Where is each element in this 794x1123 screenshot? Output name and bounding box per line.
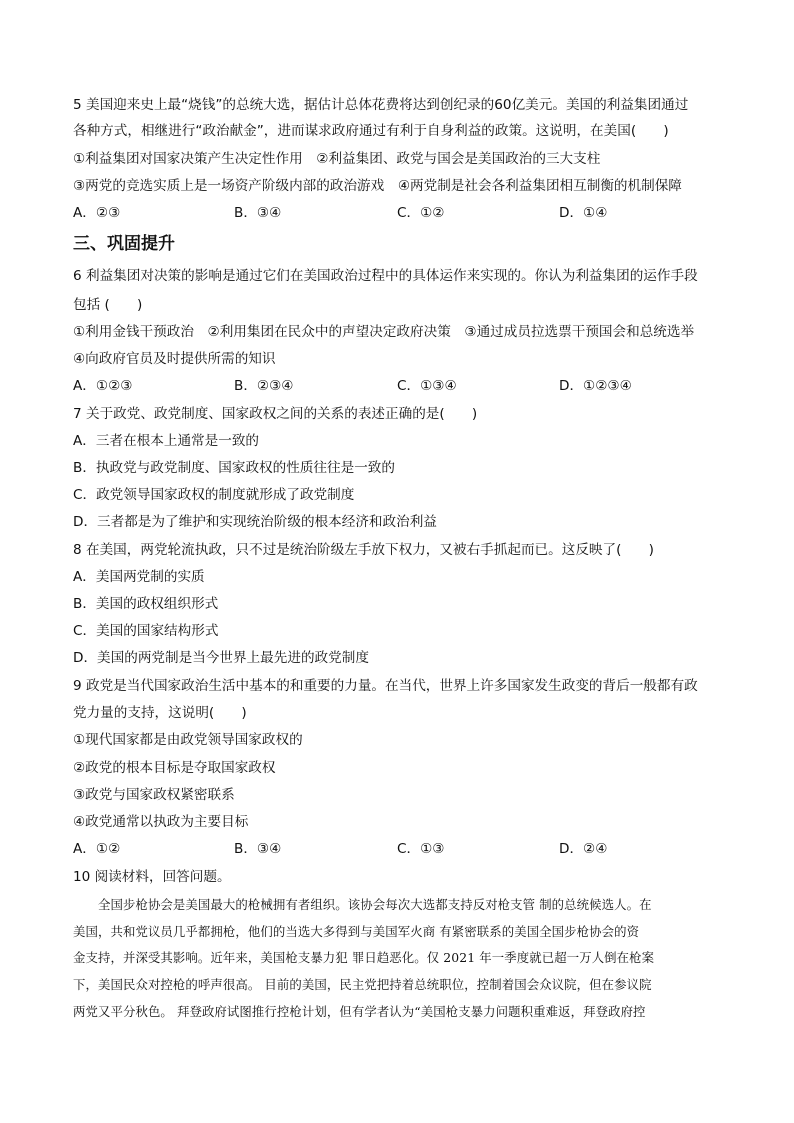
q7-choice-d[interactable]: D．三者都是为了维护和实现统治阶级的根本经济和政治利益 (73, 514, 437, 530)
q9-stem-line2: 党力量的支持，这说明( ) (73, 705, 247, 721)
q6-options (73, 376, 733, 396)
q10-material-line5: 两党又平分秋色。 拜登政府试图推行控枪计划，但有学者认为“美国枪支暴力问题积重难返，拜登政府控 (73, 1004, 646, 1019)
q10-stem: 10 阅读材料，回答问题。 (73, 869, 231, 885)
q5-options (73, 203, 733, 223)
q8-choice-c[interactable]: C．美国的国家结构形式 (73, 623, 219, 639)
q10-material-line4: 下，美国民众对控枪的呼声很高。 目前的美国，民主党把持着总统职位，控制着国会众议院，但在参议院 (73, 977, 652, 992)
q6-stem-line1: 6 利益集团对决策的影响是通过它们在美国政治过程中的具体运作来实现的。你认为利益集团的运作手段 (73, 268, 698, 284)
q8-choice-a[interactable]: A．美国两党制的实质 (73, 569, 205, 585)
q5-option-c[interactable]: C．①② (397, 205, 445, 221)
q9-item-4: ④政党通常以执政为主要目标 (73, 814, 249, 830)
q7-choice-c[interactable]: C．政党领导国家政权的制度就形成了政党制度 (73, 487, 355, 503)
q9-option-b[interactable]: B．③④ (234, 841, 282, 857)
q5-option-a[interactable]: A．②③ (73, 205, 121, 221)
q6-item-4: ④向政府官员及时提供所需的知识 (73, 351, 276, 367)
q9-stem-line1: 9 政党是当代国家政治生活中基本的和重要的力量。在当代，世界上许多国家发生政变的背后一般都有政 (73, 678, 698, 694)
q8-choice-d[interactable]: D．美国的两党制是当今世界上最先进的政党制度 (73, 650, 369, 666)
q5-stem-line2: 各种方式，相继进行“政治献金”，进而谋求政府通过有利于自身利益的政策。这说明，在美国( ) (73, 123, 669, 139)
q6-option-d[interactable]: D．①②③④ (559, 378, 632, 394)
q9-item-3: ③政党与国家政权紧密联系 (73, 787, 235, 803)
q7-choice-b[interactable]: B．执政党与政党制度、国家政权的性质往往是一致的 (73, 460, 395, 476)
q10-material-line3: 金支持，并深受其影响。近年来，美国枪支暴力犯 罪日趋恶化。仅 2021 年一季度就已超一万人倒在枪案 (73, 950, 655, 965)
q6-option-b[interactable]: B．②③④ (234, 378, 294, 394)
q5-stem-line1: 5 美国迎来史上最“烧钱”的总统大选，据估计总体花费将达到创纪录的60亿美元。美国的利益集团通过 (73, 97, 689, 113)
q10-material-line1: 全国步枪协会是美国最大的枪械拥有者组织。该协会每次大选都支持反对枪支管 制的总统候选人。在 (73, 897, 652, 912)
q9-option-c[interactable]: C．①③ (397, 841, 445, 857)
q9-option-d[interactable]: D．②④ (559, 841, 608, 857)
q9-option-a[interactable]: A．①② (73, 841, 121, 857)
q8-choice-b[interactable]: B．美国的政权组织形式 (73, 596, 219, 612)
q6-stem-line2: 包括 ( ) (73, 297, 143, 313)
q7-choice-a[interactable]: A．三者在根本上通常是一致的 (73, 433, 260, 449)
q5-option-d[interactable]: D．①④ (559, 205, 608, 221)
q6-option-c[interactable]: C．①③④ (397, 378, 457, 394)
q7-stem: 7 关于政党、政党制度、国家政权之间的关系的表述正确的是( ) (73, 406, 478, 422)
section-heading: 三、巩固提升 (73, 234, 175, 254)
q10-material-line2: 美国，共和党议员几乎都拥枪，他们的当选大多得到与美国军火商 有紧密联系的美国全国步枪协会的资 (73, 924, 640, 939)
q9-item-2: ②政党的根本目标是夺取国家政权 (73, 760, 276, 776)
q8-stem: 8 在美国，两党轮流执政，只不过是统治阶级左手放下权力，又被右手抓起而已。这反映了( ) (73, 542, 654, 558)
q9-options (73, 839, 733, 859)
q5-items-1-2: ①利益集团对国家决策产生决定性作用 ②利益集团、政党与国会是美国政治的三大支柱 (73, 151, 601, 167)
q9-item-1: ①现代国家都是由政党领导国家政权的 (73, 732, 303, 748)
q5-items-3-4: ③两党的竞选实质上是一场资产阶级内部的政治游戏 ④两党制是社会各利益集团相互制衡的机制保障 (73, 178, 682, 194)
q6-option-a[interactable]: A．①②③ (73, 378, 133, 394)
q6-items-1-3: ①利用金钱干预政治 ②利用集团在民众中的声望决定政府决策 ③通过成员拉选票干预国会和总统选举 (73, 324, 695, 340)
q5-option-b[interactable]: B．③④ (234, 205, 282, 221)
